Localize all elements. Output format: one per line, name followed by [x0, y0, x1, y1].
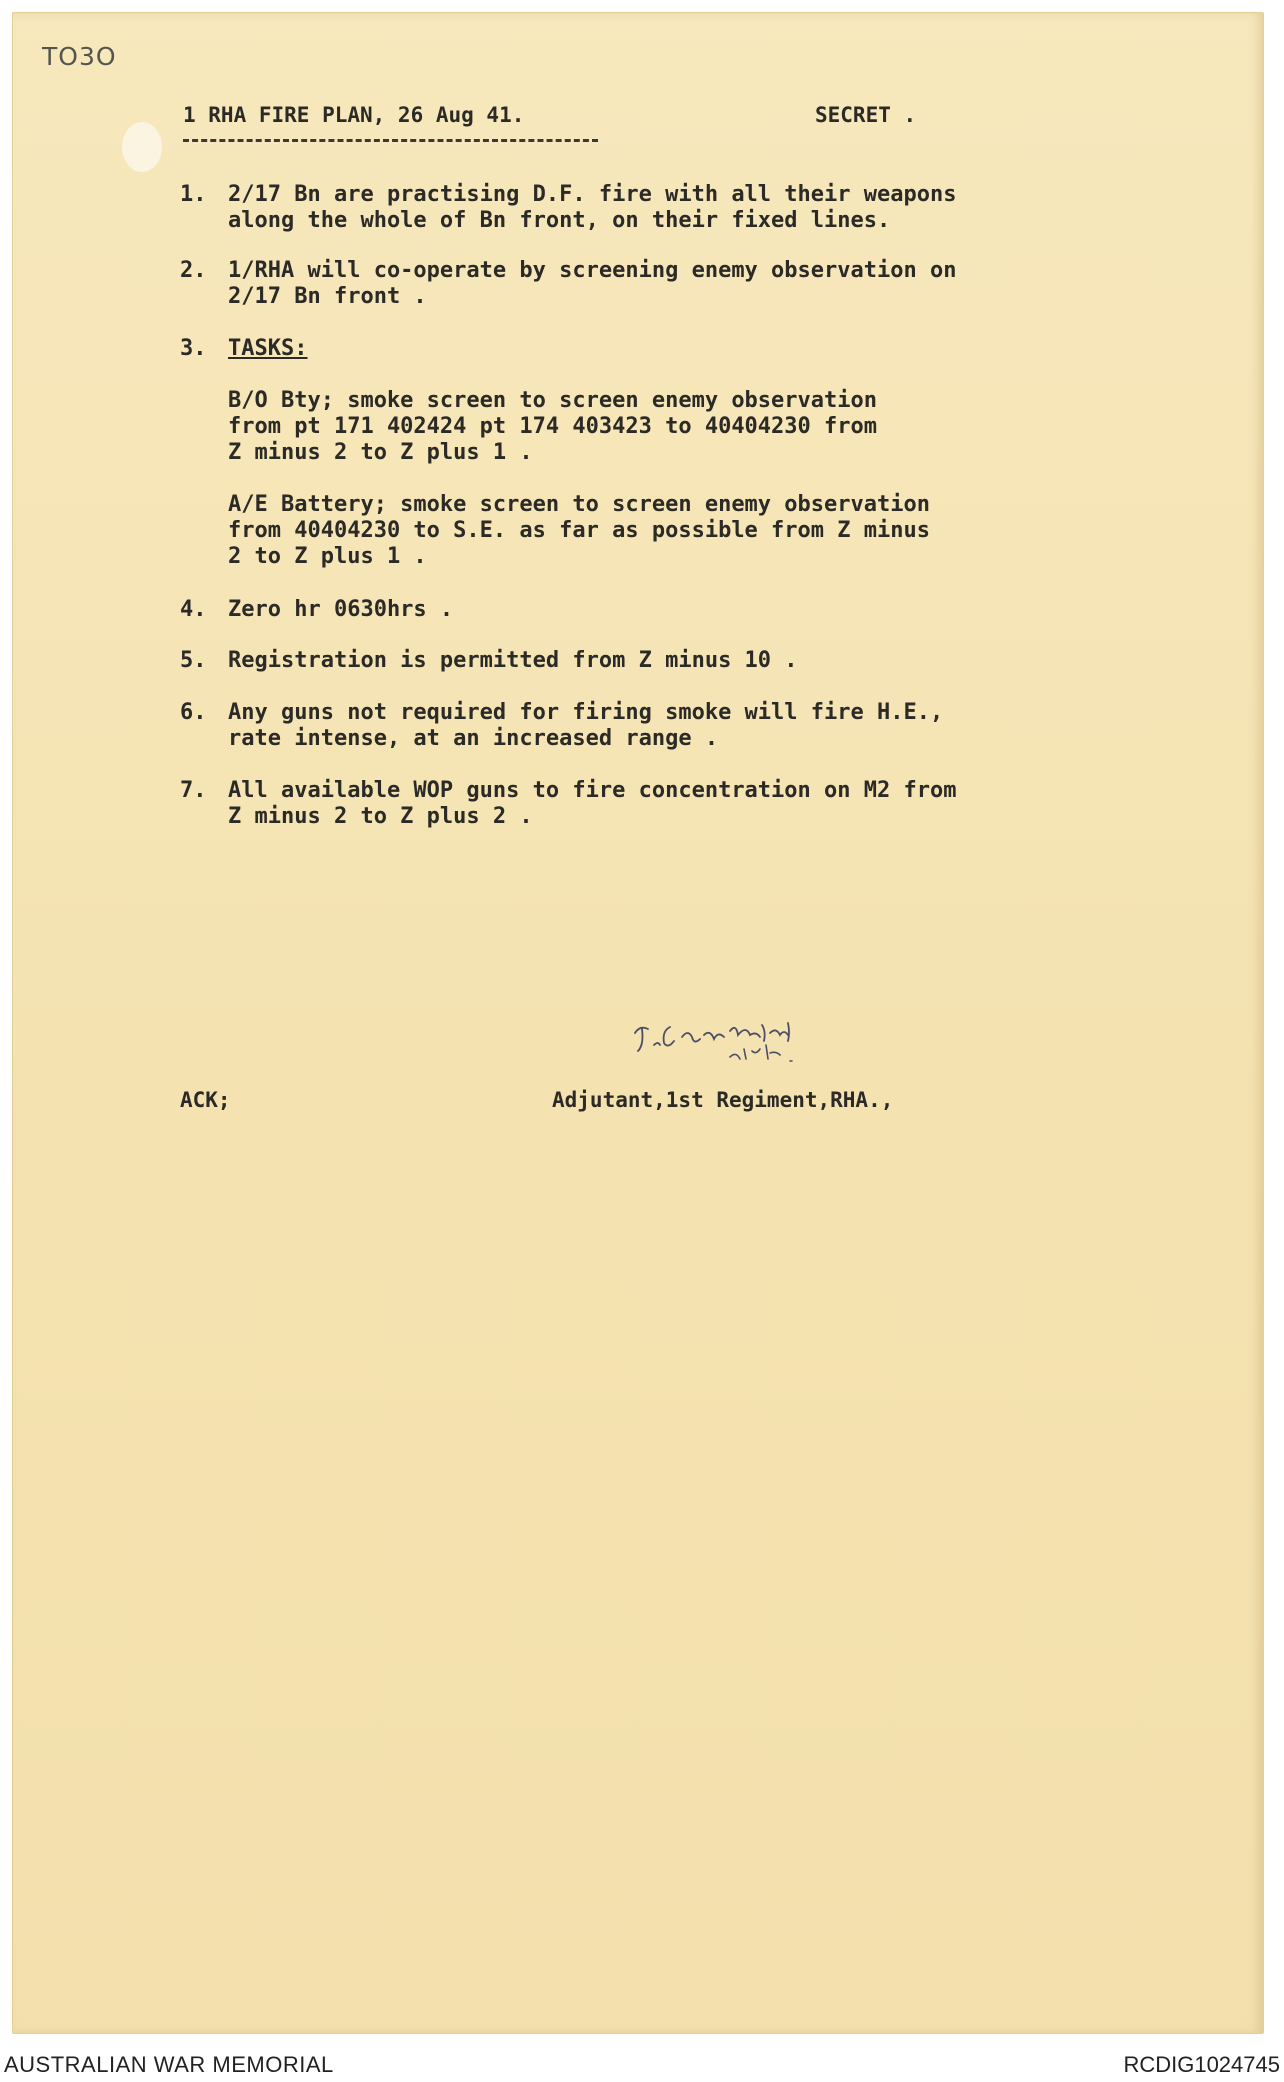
- document-title: 1 RHA FIRE PLAN, 26 Aug 41.: [183, 103, 525, 127]
- item-number: 7.: [180, 778, 207, 803]
- title-underline: [183, 139, 598, 142]
- item-text: All available WOP guns to fire concentration on M2 from Z minus 2 to Z plus 2 .: [228, 778, 957, 829]
- item-number: 3.: [180, 336, 207, 361]
- item-text: 1/RHA will co-operate by screening enemy observation on 2/17 Bn front .: [228, 258, 957, 309]
- task-b-o-battery: B/O Bty; smoke screen to screen enemy observation from pt 171 402424 pt 174 403423 to 40404230 from Z minus 2 to Z plus 1 .: [228, 388, 878, 465]
- archive-source: AUSTRALIAN WAR MEMORIAL: [4, 2052, 334, 2077]
- classification-marking: SECRET .: [815, 103, 917, 127]
- item-text: 2/17 Bn are practising D.F. fire with all their weapons along the whole of Bn front, on their fixed lines.: [228, 182, 957, 233]
- tasks-heading: TASKS:: [228, 336, 308, 361]
- item-text: Any guns not required for firing smoke will fire H.E., rate intense, at an increased range .: [228, 700, 944, 751]
- item-text: Registration is permitted from Z minus 10 .: [228, 648, 798, 673]
- archive-id: RCDIG1024745: [1123, 2052, 1280, 2077]
- item-number: 6.: [180, 700, 207, 725]
- item-number: 2.: [180, 258, 207, 283]
- item-number: 4.: [180, 597, 207, 622]
- signatory-position: Adjutant,1st Regiment,RHA.,: [552, 1088, 894, 1112]
- item-text: Zero hr 0630hrs .: [228, 597, 454, 622]
- pencil-annotation: TO3O: [42, 42, 117, 71]
- task-a-e-battery: A/E Battery; smoke screen to screen enemy observation from 40404230 to S.E. as far as possible from Z minus 2 to Z plus 1 .: [228, 492, 930, 569]
- acknowledgement-label: ACK;: [180, 1088, 231, 1112]
- item-number: 1.: [180, 182, 207, 207]
- item-number: 5.: [180, 648, 207, 673]
- archive-footer: [0, 2048, 1284, 2082]
- handwritten-signature: [630, 1015, 840, 1075]
- paper-damage-mark: [122, 122, 162, 172]
